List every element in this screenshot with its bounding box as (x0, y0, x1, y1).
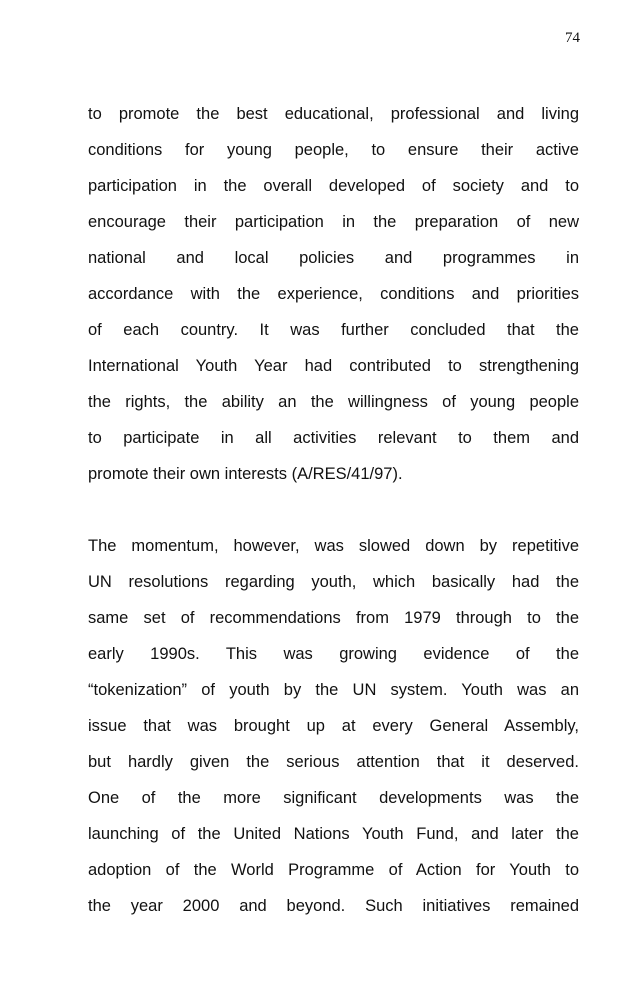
text-line: adoption of the World Programme of Action for Youth to (88, 861, 579, 879)
paragraph-1 (88, 96, 579, 492)
text-line: the rights, the ability an the willingness of young people (88, 393, 579, 411)
text-line: accordance with the experience, conditions and priorities (88, 285, 579, 303)
page-number: 74 (565, 30, 580, 46)
text-line: national and local policies and programmes in (88, 249, 579, 267)
text-line: but hardly given the serious attention that it deserved. (88, 753, 579, 771)
text-line: launching of the United Nations Youth Fund, and later the (88, 825, 579, 843)
text-line: early 1990s. This was growing evidence of the (88, 645, 579, 663)
text-line: One of the more significant developments was the (88, 789, 579, 807)
text-line: International Youth Year had contributed to strengthening (88, 357, 579, 375)
text-line: issue that was brought up at every General Assembly, (88, 717, 579, 735)
body-text (88, 96, 579, 924)
text-line: encourage their participation in the preparation of new (88, 213, 579, 231)
text-line: of each country. It was further concluded that the (88, 321, 579, 339)
text-line: to promote the best educational, professional and living (88, 105, 579, 123)
paragraph-spacer (88, 492, 579, 528)
paragraph-2 (88, 528, 579, 924)
text-line: to participate in all activities relevant to them and (88, 429, 579, 447)
text-line: participation in the overall developed of society and to (88, 177, 579, 195)
text-line: conditions for young people, to ensure their active (88, 141, 579, 159)
text-line: promote their own interests (A/RES/41/97). (88, 465, 403, 483)
text-line: The momentum, however, was slowed down by repetitive (88, 537, 579, 555)
text-line: same set of recommendations from 1979 through to the (88, 609, 579, 627)
text-line: UN resolutions regarding youth, which basically had the (88, 573, 579, 591)
text-line: the year 2000 and beyond. Such initiatives remained (88, 897, 579, 915)
text-line: “tokenization” of youth by the UN system. Youth was an (88, 681, 579, 699)
